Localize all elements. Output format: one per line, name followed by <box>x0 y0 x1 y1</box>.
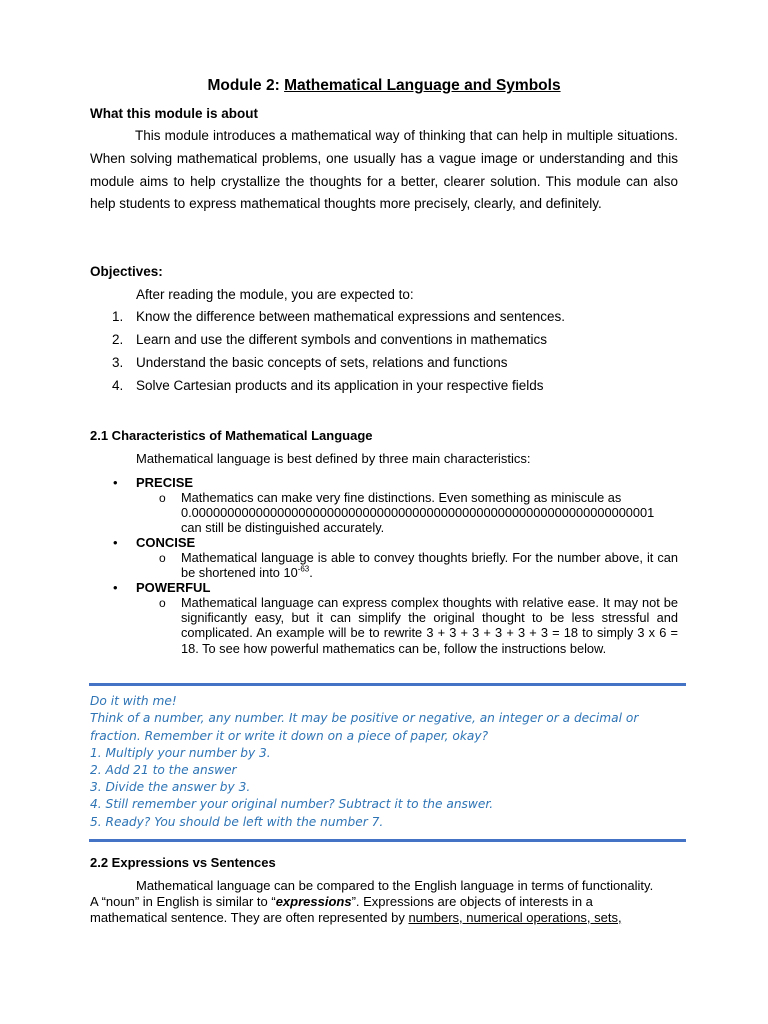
callout-step: 3. Divide the answer by 3. <box>90 780 251 794</box>
sub-bullet-icon: o <box>159 491 166 505</box>
section-2-2-line-2 <box>90 894 678 909</box>
callout-top-rule <box>89 683 686 686</box>
line-2-part-a: A “noun” in English is similar to “ <box>90 894 276 909</box>
title-prefix: Module 2: <box>207 77 285 94</box>
callout-step: 1. Multiply your number by 3. <box>90 746 271 760</box>
section-2-1-intro: Mathematical language is best defined by three main characteristics: <box>136 451 531 466</box>
callout-line-2: fraction. Remember it or write it down on a piece of paper, okay? <box>90 729 489 743</box>
section-2-1-heading: 2.1 Characteristics of Mathematical Language <box>90 428 373 443</box>
objective-number: 2. <box>112 332 124 347</box>
concise-suffix: . <box>309 565 313 581</box>
callout-step: 2. Add 21 to the answer <box>90 763 237 777</box>
callout-bottom-rule <box>89 839 686 842</box>
about-heading: What this module is about <box>90 106 258 121</box>
objective-number: 4. <box>112 378 124 393</box>
page-title <box>0 77 768 95</box>
bullet-icon: • <box>113 535 118 550</box>
bullet-icon: • <box>113 580 118 595</box>
sub-bullet-icon: o <box>159 551 166 565</box>
title-main: Mathematical Language and Symbols <box>284 77 561 94</box>
line-2-part-c: ”. Expressions are objects of interests in a <box>351 894 593 909</box>
objective-text: Understand the basic concepts of sets, relations and functions <box>136 355 508 370</box>
precise-description <box>181 490 678 536</box>
objectives-intro: After reading the module, you are expected to: <box>136 287 414 302</box>
section-2-2-heading: 2.2 Expressions vs Sentences <box>90 855 276 870</box>
callout-line-1: Think of a number, any number. It may be positive or negative, an integer or a decimal or <box>90 711 639 725</box>
callout-title: Do it with me! <box>90 694 177 708</box>
about-paragraph: This module introduces a mathematical way of thinking that can help in multiple situations. When solving mathematical problems, one usually has a vague image or understanding and this module aims to help crystallize the thoughts for a better, clearer solution. This module can also help students to express mathematical thoughts more precisely, clearly, and definitely. <box>90 128 678 212</box>
line-3-part-a: mathematical sentence. They are often represented by <box>90 910 409 925</box>
objective-text: Learn and use the different symbols and conventions in mathematics <box>136 332 547 347</box>
objective-number: 1. <box>112 309 124 324</box>
precise-label: PRECISE <box>136 475 194 490</box>
powerful-description: Mathematical language can express complex thoughts with relative ease. It may not be significantly easy, but it can simplify the original thought to be less stressful and complicated. An example will be to rewrite 3 + 3 + 3 + 3 + 3 + 3 = 18 to simply 3 x 6 = 18. To see how powerful mathematics can be, follow the instructions below. <box>181 595 678 656</box>
precise-line-1: Mathematics can make very fine distinctions. Even something as miniscule as <box>181 490 622 505</box>
objective-number: 3. <box>112 355 124 370</box>
concise-exponent: -63 <box>297 564 310 574</box>
callout-step: 4. Still remember your original number? Subtract it to the answer. <box>90 797 494 811</box>
powerful-label: POWERFUL <box>136 580 211 595</box>
concise-label: CONCISE <box>136 535 196 550</box>
do-it-with-me-callout <box>90 694 686 834</box>
sub-bullet-icon: o <box>159 596 166 610</box>
objective-text: Know the difference between mathematical expressions and sentences. <box>136 309 566 324</box>
line-3-underlined: numbers, numerical operations, sets, <box>408 910 622 925</box>
objectives-heading: Objectives: <box>90 264 163 279</box>
section-2-2-line-1: Mathematical language can be compared to the English language in terms of functionality. <box>136 878 654 893</box>
precise-line-3: can still be distinguished accurately. <box>181 520 385 536</box>
concise-text: Mathematical language is able to convey thoughts briefly. For the number above, it can be shortened into 10 <box>181 550 678 581</box>
bullet-icon: • <box>113 475 118 490</box>
objective-text: Solve Cartesian products and its application in your respective fields <box>136 378 544 393</box>
callout-step: 5. Ready? You should be left with the number 7. <box>90 815 384 829</box>
section-2-2-line-3 <box>90 910 622 925</box>
concise-description <box>181 550 678 580</box>
expressions-term: expressions <box>275 894 352 909</box>
precise-number: 0.00000000000000000000000000000000000000000000000000000000000000001 <box>181 505 655 521</box>
